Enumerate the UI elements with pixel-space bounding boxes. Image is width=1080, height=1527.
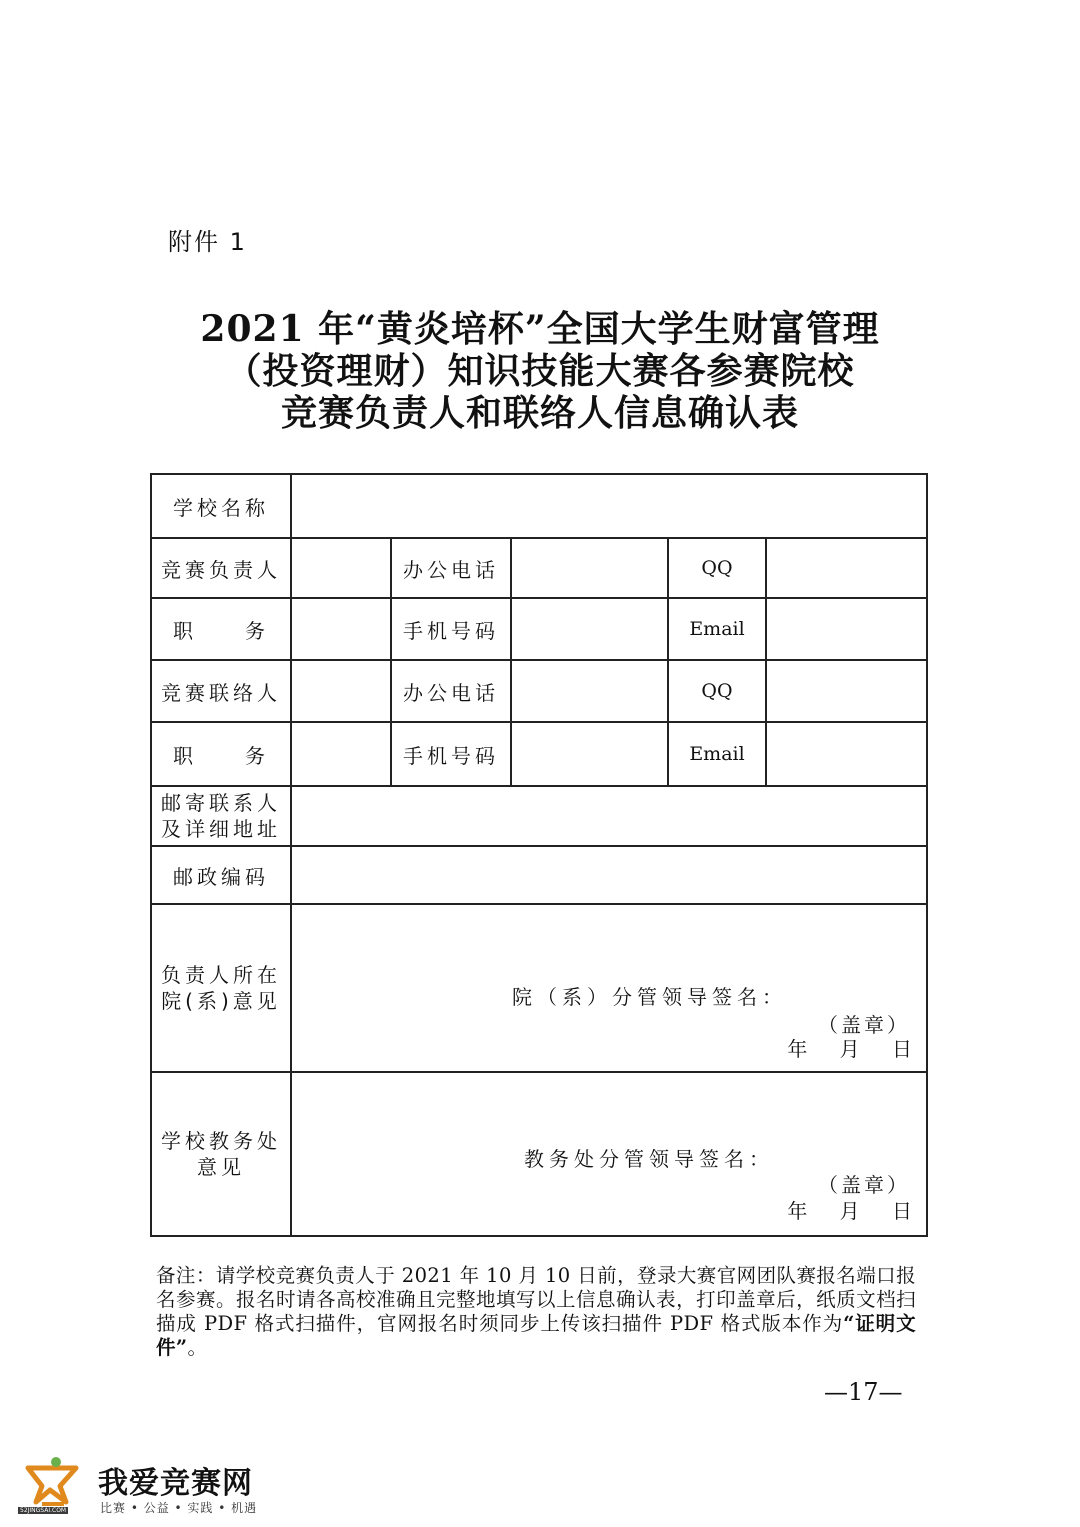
mail-address-label-line-1: 邮寄联系人 xyxy=(161,791,281,815)
contact-label: 竞赛联络人 xyxy=(151,660,291,722)
contact-office-phone-label: 办公电话 xyxy=(391,660,511,722)
title-line-2: （投资理财）知识技能大赛各参赛院校 xyxy=(225,350,855,392)
dept-opinion-label-line-2: 院(系)意见 xyxy=(161,989,281,1013)
leader-email-label: Email xyxy=(668,598,766,660)
contact-position-label: 职 务 xyxy=(151,722,291,786)
mail-address-field[interactable] xyxy=(291,786,927,846)
dept-signature-label: 院（系）分管领导签名： xyxy=(512,985,787,1009)
school-name-label: 学校名称 xyxy=(151,474,291,538)
contact-email-label: Email xyxy=(668,722,766,786)
contact-position-field[interactable] xyxy=(291,722,391,786)
remarks-text: 备注：请学校竞赛负责人于 2021 年 10 月 10 日前，登录大赛官网团队赛报名端口报名参赛。报名时请各高校准确且完整地填写以上信息确认表，打印盖章后，纸质文档扫描成 PDF 格式扫描件，官网报名时须同步上传该扫描件 PDF 格式版本作为 xyxy=(156,1264,916,1335)
page-number: —17— xyxy=(824,1378,903,1406)
leader-position-field[interactable] xyxy=(291,598,391,660)
site-logo[interactable] xyxy=(14,1454,264,1520)
dept-opinion-label-line-1: 负责人所在 xyxy=(161,963,281,987)
leader-mobile-label: 手机号码 xyxy=(391,598,511,660)
contact-mobile-label: 手机号码 xyxy=(391,722,511,786)
affairs-opinion-row xyxy=(151,1072,927,1236)
remarks-note xyxy=(156,1264,916,1360)
title-line-3: 竞赛负责人和联络人信息确认表 xyxy=(280,392,799,434)
remarks-end: 。 xyxy=(187,1336,208,1359)
affairs-opinion-label-line-2: 意见 xyxy=(197,1155,245,1179)
dept-date-label: 年 月 日 xyxy=(787,1037,913,1061)
leader-name-field[interactable] xyxy=(291,538,391,598)
contact-email-field[interactable] xyxy=(766,722,927,786)
mail-address-row xyxy=(151,786,927,846)
leader-office-phone-field[interactable] xyxy=(511,538,668,598)
contact-name-field[interactable] xyxy=(291,660,391,722)
contact-row xyxy=(151,660,927,722)
leader-label: 竞赛负责人 xyxy=(151,538,291,598)
contact-position-row xyxy=(151,722,927,786)
dept-opinion-label xyxy=(151,904,291,1072)
affairs-opinion-label-line-1: 学校教务处 xyxy=(161,1129,281,1153)
leader-office-phone-label: 办公电话 xyxy=(391,538,511,598)
school-name-field[interactable] xyxy=(291,474,927,538)
remarks-emphasis: “证明文件” xyxy=(156,1312,916,1359)
affairs-signature-label: 教务处分管领导签名： xyxy=(524,1147,774,1171)
dept-opinion-field[interactable] xyxy=(291,904,927,1072)
postcode-field[interactable] xyxy=(291,846,927,904)
leader-qq-field[interactable] xyxy=(766,538,927,598)
title-line-1: 2021 年“黄炎培杯”全国大学生财富管理 xyxy=(200,308,880,350)
dept-opinion-row xyxy=(151,904,927,1072)
postcode-row xyxy=(151,846,927,904)
logo-name: 我爱竞赛网 xyxy=(98,1466,253,1501)
info-form-table xyxy=(150,473,928,1237)
logo-tagline: 比赛 • 公益 • 实践 • 机遇 xyxy=(100,1501,258,1515)
logo-url: 52JINGSAI.COM xyxy=(20,1507,67,1514)
contact-qq-field[interactable] xyxy=(766,660,927,722)
leader-qq-label: QQ xyxy=(668,538,766,598)
leader-row xyxy=(151,538,927,598)
leader-position-label: 职 务 xyxy=(151,598,291,660)
affairs-date-label: 年 月 日 xyxy=(787,1199,913,1223)
dept-seal-label: （盖章） xyxy=(818,1013,911,1037)
leader-email-field[interactable] xyxy=(766,598,927,660)
leader-position-row xyxy=(151,598,927,660)
affairs-opinion-label xyxy=(151,1072,291,1236)
affairs-opinion-field[interactable] xyxy=(291,1072,927,1236)
mail-address-label-line-2: 及详细地址 xyxy=(161,817,281,841)
leader-mobile-field[interactable] xyxy=(511,598,668,660)
mail-address-label xyxy=(151,786,291,846)
affairs-seal-label: （盖章） xyxy=(818,1173,911,1197)
contact-qq-label: QQ xyxy=(668,660,766,722)
attachment-label: 附件 1 xyxy=(168,228,247,256)
postcode-label: 邮政编码 xyxy=(151,846,291,904)
contact-office-phone-field[interactable] xyxy=(511,660,668,722)
contact-mobile-field[interactable] xyxy=(511,722,668,786)
school-name-row xyxy=(151,474,927,538)
